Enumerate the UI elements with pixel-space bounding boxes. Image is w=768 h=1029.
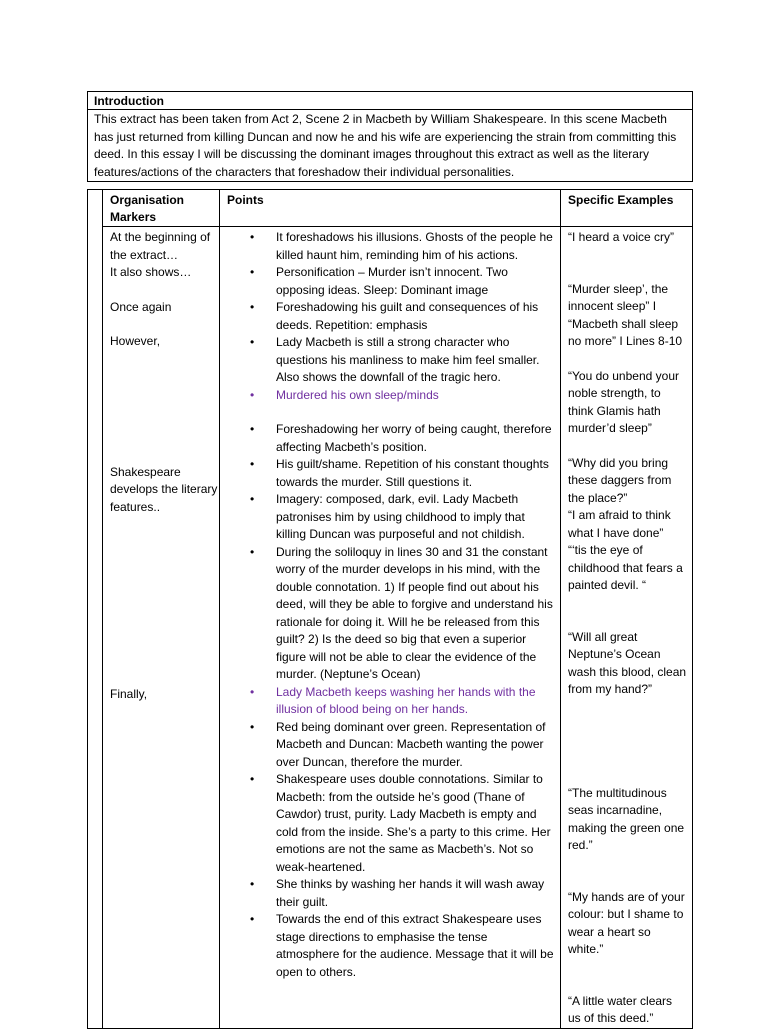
header-organisation-markers: Organisation Markers [110, 193, 185, 224]
point-item-highlighted: • Lady Macbeth keeps washing her hands with the illusion of blood being on her hands. [224, 684, 554, 719]
org-marker: It also shows… [110, 265, 192, 279]
header-divider [102, 226, 692, 227]
organisation-markers-column [110, 229, 218, 704]
example-quote: “Will all great Neptune’s Ocean wash this blood, clean from my hand?” [568, 629, 687, 696]
org-marker: However, [110, 334, 161, 348]
points-column [224, 229, 554, 981]
point-item: • Towards the end of this extract Shakespeare uses stage directions to emphasise the tense atmosphere for the audience. Message that it will be open to others. [224, 911, 554, 981]
header-specific-examples: Specific Examples [568, 193, 674, 207]
example-quote: “Murder sleep’, the innocent sleep” I “Macbeth shall sleep no more” I Lines 8-10 [568, 281, 683, 348]
essay-plan-table [87, 189, 693, 1029]
table-divider [102, 190, 103, 1028]
table-divider [560, 190, 561, 1028]
point-item: • Foreshadowing his guilt and consequences of his deeds. Repetition: emphasis [224, 299, 554, 334]
point-item: • His guilt/shame. Repetition of his constant thoughts towards the murder. Still questions it. [224, 456, 554, 491]
specific-examples-column [568, 229, 688, 1028]
org-marker: Finally, [110, 687, 148, 701]
introduction-box [87, 91, 693, 182]
point-item: • Red being dominant over green. Representation of Macbeth and Duncan: Macbeth wanting the power over Duncan, therefore the murder. [224, 719, 554, 772]
point-item: • Lady Macbeth is still a strong character who questions his manliness to make him feel smaller. Also shows the downfall of the tragic hero. [224, 334, 554, 387]
example-quote: “I am afraid to think what I have done” [568, 508, 671, 540]
org-marker: At the beginning of the extract… [110, 230, 211, 262]
header-points: Points [227, 193, 264, 207]
example-quote: “I heard a voice cry” [568, 230, 675, 244]
point-item: • Foreshadowing her worry of being caught, therefore affecting Macbeth’s position. [224, 421, 554, 456]
org-marker: Shakespeare develops the literary features.. [110, 464, 218, 514]
point-item: • Personification – Murder isn’t innocent. Two opposing ideas. Sleep: Dominant image [224, 264, 554, 299]
example-quote: “My hands are of your colour: but I shame to wear a heart so white.” [568, 889, 685, 956]
example-quote: “Why did you bring these daggers from the place?” [568, 455, 672, 505]
org-marker: Once again [110, 299, 172, 314]
example-quote: “A little water clears us of this deed.” [568, 993, 673, 1025]
point-item: • Shakespeare uses double connotations. Similar to Macbeth: from the outside he’s good (Thane of Cawdor) trust, purity. Lady Macbeth is empty and cold from the inside. She’s a party to this crime. Her emotions are not the same as Macbeth’s. Not so weak-heartened. [224, 771, 554, 876]
point-item: • During the soliloquy in lines 30 and 31 the constant worry of the murder develops in his mind, with the double connotation. 1) If people find out about his deed, will they be able to forgive and understand his rationale for doing it. Will he be released from this guilt? 2) Is the deed so big that even a superior figure will not be able to clear the evidence of the murder. (Neptune’s Ocean) [224, 544, 554, 684]
point-item: • Imagery: composed, dark, evil. Lady Macbeth patronises him by using childhood to imply that killing Duncan was purposeful and not childish. [224, 491, 554, 544]
table-divider [219, 190, 220, 1028]
introduction-text: This extract has been taken from Act 2, Scene 2 in Macbeth by William Shakespeare. In this scene Macbeth has just returned from killing Duncan and now he and his wife are experiencing the strain from committing this deed. In this essay I will be discussing the dominant images throughout this extract as well as the literary features/actions of the characters that foreshadow their individual personalities. [94, 112, 677, 179]
introduction-heading: Introduction [88, 92, 692, 110]
example-quote: “The multitudinous seas incarnadine, making the green one red.” [568, 785, 685, 852]
point-item-highlighted: • Murdered his own sleep/minds [224, 387, 554, 405]
example-quote: “You do unbend your noble strength, to think Glamis hath murder’d sleep” [568, 368, 679, 435]
example-quote: “‘tis the eye of childhood that fears a painted devil. “ [568, 543, 683, 592]
point-item: • She thinks by washing her hands it will wash away their guilt. [224, 876, 554, 911]
point-item: • It foreshadows his illusions. Ghosts of the people he killed haunt him, reminding him of his actions. [224, 229, 554, 264]
